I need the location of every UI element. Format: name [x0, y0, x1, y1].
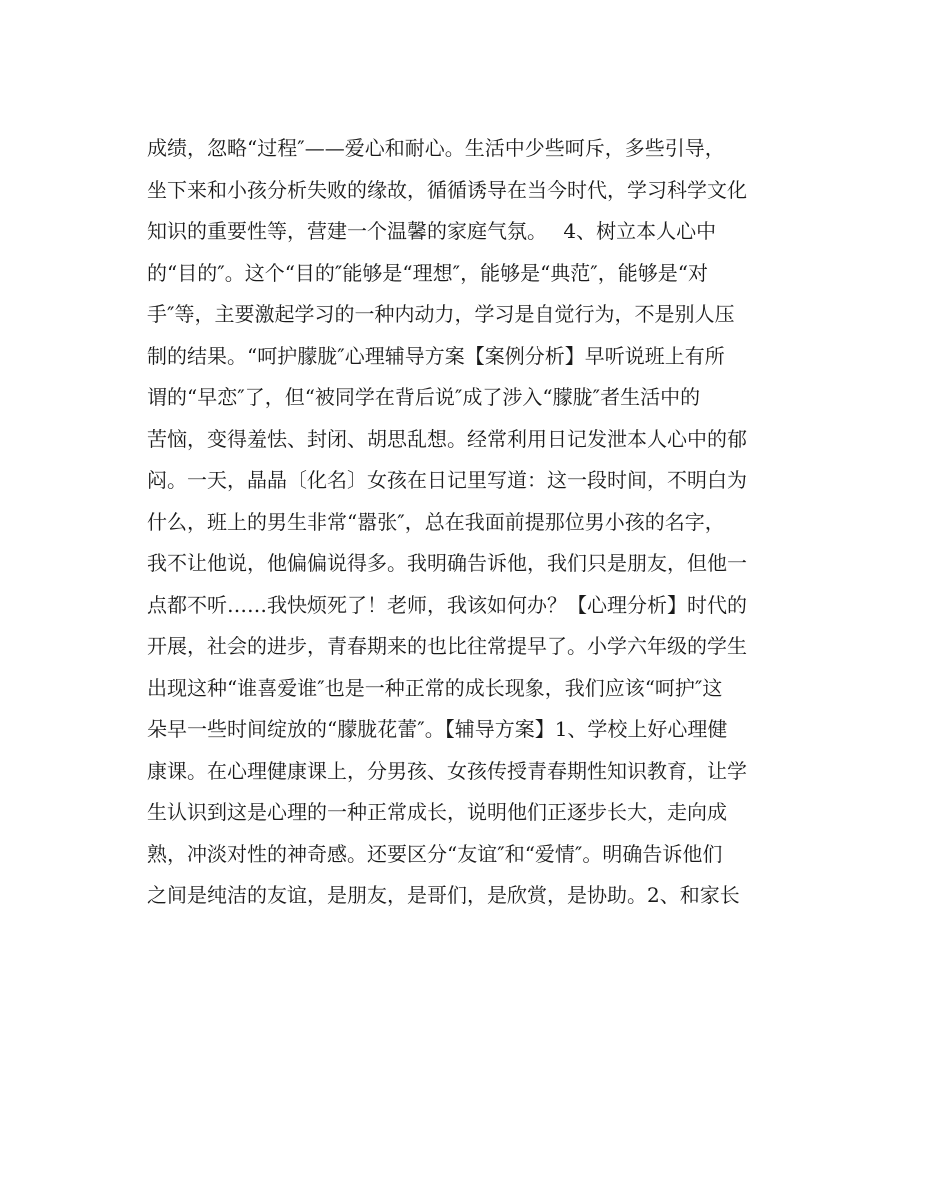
text-line: 手″等，主要激起学习的一种内动力，学习是自觉行为，不是别人压 [147, 302, 735, 326]
text-line: 谓的“早恋″了，但“被同学在背后说″成了涉入“朦胧″者生活中的 [147, 385, 701, 409]
text-line: 闷。一天，晶晶〔化名〕女孩在日记里写道：这一段时间，不明白为 [147, 468, 747, 492]
text-line: 出现这种“谁喜爱谁″也是一种正常的成长现象，我们应该“呵护″这 [147, 675, 723, 700]
text-line: 成绩，忽略“过程″——爱心和耐心。生活中少些呵斥，多些引导， [147, 136, 725, 160]
text-line: 什么，班上的男生非常“嚣张″，总在我面前提那位男小孩的名字， [147, 509, 725, 534]
text-line: 康课。在心理健康课上，分男孩、女孩传授青春期性知识教育，让学 [147, 758, 747, 783]
text-line: 点都不听……我快烦死了！老师，我该如何办？【心理分析】时代的 [147, 592, 747, 617]
text-line: 的“目的″。这个“目的″能够是“理想″，能够是“典范″，能够是“对 [147, 260, 709, 285]
text-line: 制的结果。“呵护朦胧″心理辅导方案【案例分析】早听说班上有所 [147, 343, 725, 368]
text-line: 我不让他说，他偏偏说得多。我明确告诉他，我们只是朋友，但他一 [147, 551, 747, 575]
text-line: 坐下来和小孩分析失败的缘故，循循诱导在当今时代，学习科学文化 [147, 177, 747, 202]
body-text [147, 128, 807, 917]
text-line: 苦恼，变得羞怯、封闭、胡思乱想。经常利用日记发泄本人心中的郁 [147, 426, 747, 451]
text-line: 知识的重要性等，营建一个温馨的家庭气氛。 4、树立本人心中 [147, 219, 717, 243]
text-line: 生认识到这是心理的一种正常成长，说明他们正逐步长大，走向成 [147, 800, 727, 824]
text-line: 朵早一些时间绽放的“朦胧花蕾″。【辅导方案】1、学校上好心理健 [147, 717, 728, 741]
text-line: 之间是纯洁的友谊，是朋友，是哥们，是欣赏，是协助。2、和家长 [147, 883, 740, 907]
text-line: 熟，冲淡对性的神奇感。还要区分“友谊″和“爱情″。明确告诉他们 [147, 841, 723, 866]
text-line: 开展，社会的进步，青春期来的也比往常提早了。小学六年级的学生 [147, 634, 747, 658]
